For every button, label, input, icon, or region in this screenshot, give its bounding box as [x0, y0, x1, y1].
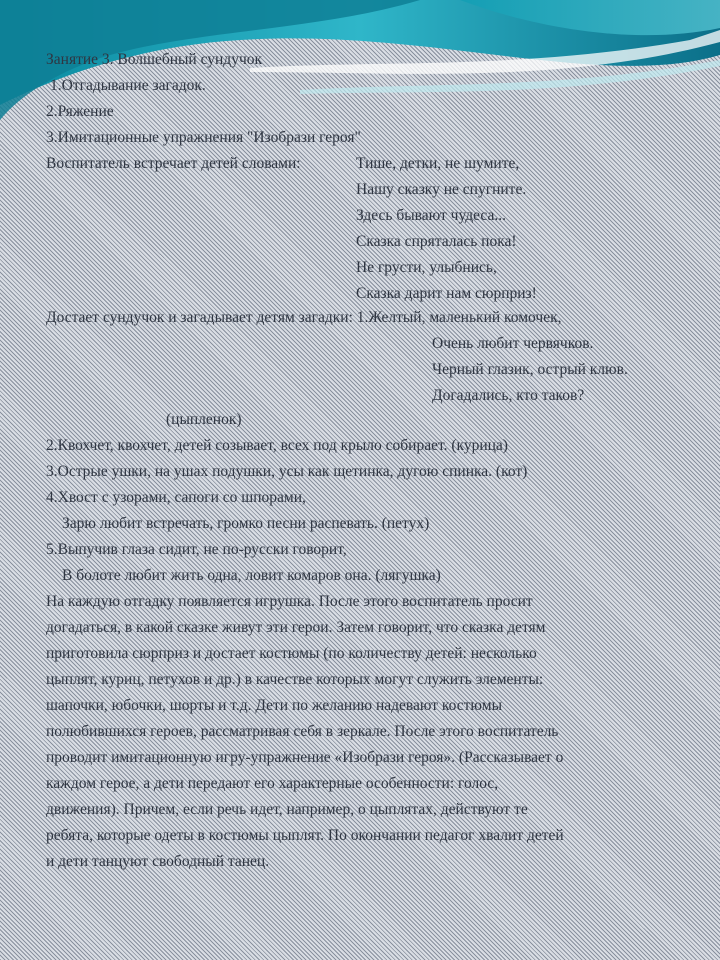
- riddle-line: Догадались, кто таков?: [432, 387, 585, 404]
- riddle-intro: Достает сундучок и загадывает детям загадки: 1.Желтый, маленький комочек,: [46, 309, 562, 326]
- riddle-2: 2.Квохчет, квохчет, детей созывает, всех под крыло собирает. (курица): [46, 437, 508, 454]
- poem-line: Тише, детки, не шумите,: [356, 155, 520, 172]
- paragraph-line: цыплят, куриц, петухов и др.) в качестве которых могут служить элементы:: [46, 671, 544, 688]
- paragraph-line: приготовила сюрприз и достает костюмы (по количеству детей: несколько: [46, 645, 537, 662]
- riddle-5: 5.Выпучив глаза сидит, не по-русски говорит,: [46, 541, 347, 558]
- paragraph-line: догадаться, в какой сказке живут эти герои. Затем говорит, что сказка детям: [46, 619, 546, 636]
- paragraph-line: ребята, которые одеты в костюмы цыплят. По окончании педагог хвалит детей: [46, 827, 564, 844]
- greeting-intro: Воспитатель встречает детей словами:: [46, 155, 301, 172]
- poem-line: Сказка дарит нам сюрприз!: [356, 285, 537, 302]
- paragraph-line: шапочки, юбочки, шорты и т.д. Дети по желанию надевают костюмы: [46, 697, 503, 714]
- poem-line: Сказка спряталась пока!: [356, 233, 517, 250]
- poem-line: Здесь бывают чудеса...: [356, 207, 506, 224]
- riddle-line: Черный глазик, острый клюв.: [432, 361, 628, 378]
- riddle-line: Очень любит червячков.: [432, 335, 594, 352]
- plan-item-1: 1.Отгадывание загадок.: [50, 77, 206, 94]
- paragraph-line: каждом герое, а дети передают его характерные особенности: голос,: [46, 775, 499, 792]
- paragraph-line: На каждую отгадку появляется игрушка. После этого воспитатель просит: [46, 593, 533, 610]
- poem-line: Не грусти, улыбнись,: [356, 259, 497, 276]
- riddle-4-continued: Зарю любит встречать, громко песни распевать. (петух): [62, 515, 430, 532]
- riddle-5-continued: В болоте любит жить одна, ловит комаров она. (лягушка): [62, 567, 441, 584]
- paragraph-line: проводит имитационную игру-упражнение «Изобрази героя». (Рассказывает о: [46, 749, 564, 766]
- riddle-answer: (цыпленок): [166, 411, 242, 428]
- plan-item-3: 3.Имитационные упражнения "Изобрази героя": [46, 129, 361, 146]
- lesson-title: Занятие 3. Волшебный сундучок: [46, 51, 263, 68]
- riddle-3: 3.Острые ушки, на ушах подушки, усы как щетинка, дугою спинка. (кот): [46, 463, 528, 480]
- paragraph-line: движения). Причем, если речь идет, например, о цыплятах, действуют те: [46, 801, 528, 818]
- paragraph-line: полюбившихся героев, рассматривая себя в зеркале. После этого воспитатель: [46, 723, 559, 740]
- plan-item-2: 2.Ряжение: [46, 103, 114, 120]
- paragraph-line: и дети танцуют свободный танец.: [46, 853, 270, 870]
- riddle-4: 4.Хвост с узорами, сапоги со шпорами,: [46, 489, 306, 506]
- poem-line: Нашу сказку не спугните.: [356, 181, 527, 198]
